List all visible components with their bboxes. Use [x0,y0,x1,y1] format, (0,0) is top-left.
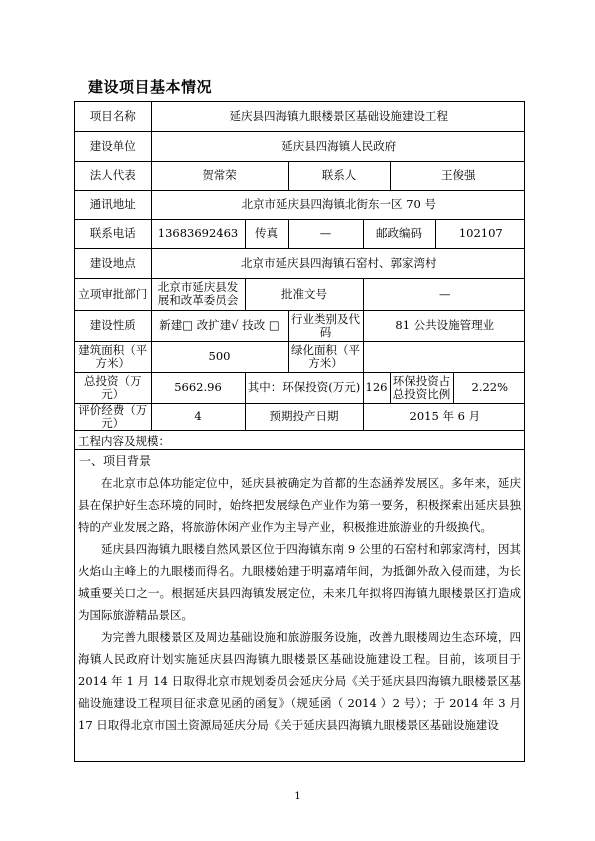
nature-label: 建设性质 [75,310,151,341]
green-area-value [363,341,525,372]
paragraph: 在北京市总体功能定位中，延庆县被确定为首都的生态涵养发展区。多年来，延庆县在保护好生态环境的同时，始终把发展绿色产业作为第一要务，积极探索出延庆县独特的产业发展之路，将旅游休闲产业作为主导产业，积极推进旅游业的升级换代。 [78,475,521,534]
builder-label: 建设单位 [75,131,151,161]
project-name-label: 项目名称 [75,102,151,131]
paragraph: 为完善九眼楼景区及周边基础设施和旅游服务设施，改善九眼楼周边生态环境，四海镇人民政府计划实施延庆县四海镇九眼楼景区基础设施建设工程。目前，该项目于 2014 年 1 月 14 日取得北京市规划委员会延庆分局《关于延庆县四海镇九眼楼景区基础设施建设工程项目征求意见函的函复》（规延函（ 2014 ）2 号）；于 2014 年 3 月 17 日取得北京市国土资源局延庆分局《关于延庆县四海镇九眼楼景区基础设施建设 [78,629,521,732]
approval-no-label: 批准文号 [245,278,363,310]
postcode-value: 102107 [435,219,525,248]
assess-fee-value: 4 [151,403,245,430]
phone-label: 联系电话 [75,219,151,248]
site-value: 北京市延庆县四海镇石窑村、郭家湾村 [151,248,525,278]
env-invest-value: 126 [363,372,390,403]
builder-value: 延庆县四海镇人民政府 [151,131,525,161]
env-invest-label: 其中：环保投资(万元) [245,372,363,403]
fax-value: — [288,219,363,248]
content-label: 工程内容及规模： [75,431,524,450]
industry-value: 81 公共设施管理业 [363,310,525,341]
env-ratio-value: 2.22% [453,372,525,403]
site-label: 建设地点 [75,248,151,278]
contact-label: 联系人 [288,161,390,190]
approval-no-value: — [363,278,525,310]
floor-area-label: 建筑面积（平方米） [75,341,151,372]
postcode-label: 邮政编码 [363,219,435,248]
section-heading: 一、项目背景 [79,453,152,468]
total-invest-value: 5662.96 [151,372,245,403]
approval-dept-label: 立项审批部门 [75,278,151,310]
start-date-label: 预期投产日期 [245,403,363,430]
legal-rep-label: 法人代表 [75,161,151,190]
floor-area-value: 500 [151,341,288,372]
assess-fee-label: 评价经费（万元） [75,403,151,430]
project-name-value: 延庆县四海镇九眼楼景区基础设施建设工程 [151,102,525,131]
green-area-label: 绿化面积（平方米） [288,341,363,372]
total-invest-label: 总投资（万元） [75,372,151,403]
page-title: 建设项目基本情况 [88,78,213,96]
start-date-value: 2015 年 6 月 [363,403,525,430]
page-number: 1 [294,791,301,802]
env-ratio-label: 环保投资占总投资比例 [390,372,453,403]
contact-value: 王俊强 [390,161,525,190]
project-info-table [75,102,525,431]
approval-dept-value: 北京市延庆县发展和改革委员会 [151,278,245,310]
legal-rep-value: 贺常荣 [151,161,288,190]
address-label: 通讯地址 [75,190,151,219]
paragraph: 延庆县四海镇九眼楼自然风景区位于四海镇东南 9 公里的石窑村和郭家湾村，因其火焰山主峰上的九眼楼而得名。九眼楼始建于明嘉靖年间，为抵御外敌入侵而建，为长城重要关口之一。根据延庆县四海镇发展定位，未来几年拟将四海镇九眼楼景区打造成为国际旅游精品景区。 [78,541,521,622]
address-value: 北京市延庆县四海镇北街东一区 70 号 [151,190,525,219]
industry-label: 行业类别及代码 [288,310,363,341]
phone-value: 13683692463 [151,219,245,248]
fax-label: 传真 [245,219,288,248]
project-info-frame [74,101,525,762]
nature-value: 新建□ 改扩建√ 技改 □ [151,310,288,341]
